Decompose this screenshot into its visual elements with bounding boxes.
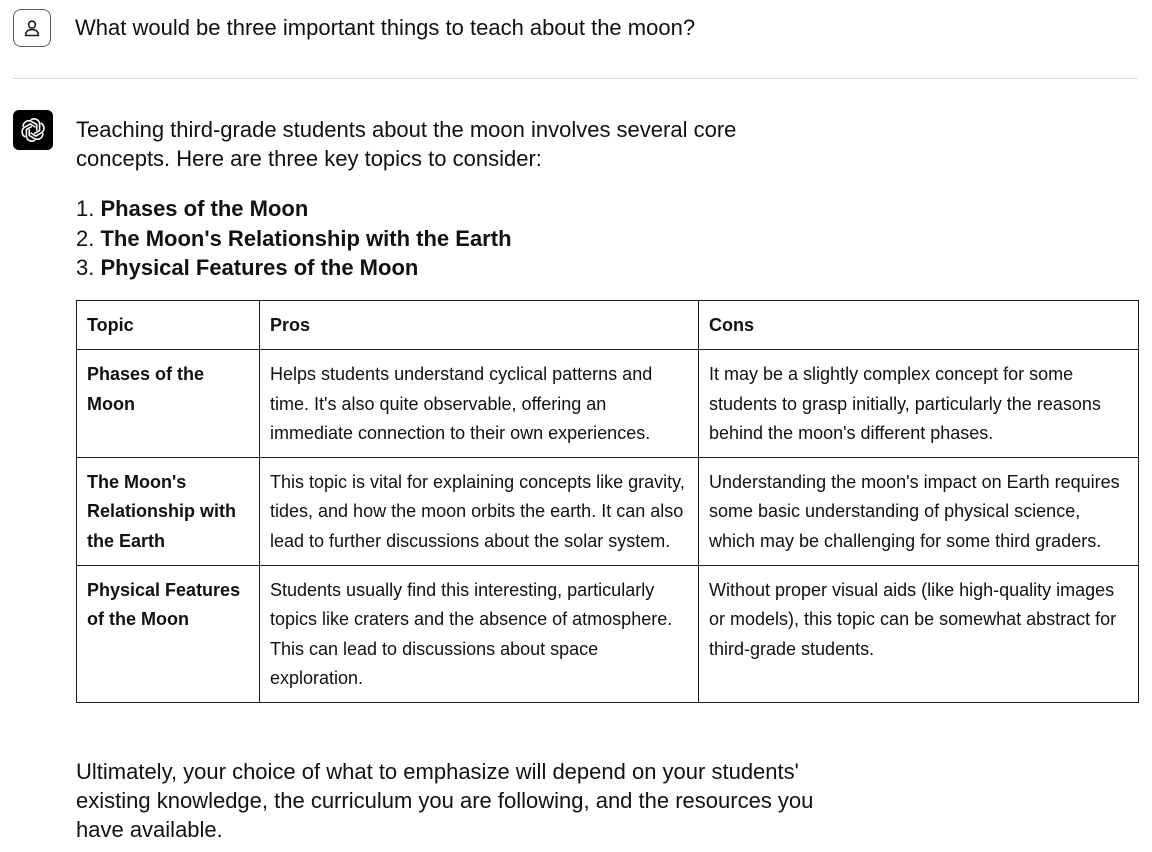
table-row bbox=[77, 458, 1139, 566]
list-item-title: Phases of the Moon bbox=[100, 196, 309, 221]
table-cell-topic: The Moon's Relationship with the Earth bbox=[77, 458, 260, 566]
table-cell-cons: Without proper visual aids (like high-quality images or models), this topic can be somewhat abstract for third-grade students. bbox=[699, 566, 1139, 703]
column-header-cons: Cons bbox=[699, 301, 1139, 350]
table-cell-topic: Phases of the Moon bbox=[77, 350, 260, 458]
user-icon bbox=[23, 19, 41, 37]
table-cell-cons: Understanding the moon's impact on Earth requires some basic understanding of physical science, which may be challenging for some third graders. bbox=[699, 458, 1139, 566]
list-item bbox=[76, 224, 1138, 254]
assistant-outro-text: Ultimately, your choice of what to emphasize will depend on your students' existing knowledge, the curriculum you are following, and the resources you have available. bbox=[76, 759, 814, 842]
list-item-title: Physical Features of the Moon bbox=[100, 255, 419, 280]
table-cell-cons: It may be a slightly complex concept for some students to grasp initially, particularly the reasons behind the moon's different phases. bbox=[699, 350, 1139, 458]
list-item bbox=[76, 253, 1138, 283]
table-cell-pros: Students usually find this interesting, particularly topics like craters and the absence of atmosphere. This can lead to discussions about space exploration. bbox=[260, 566, 699, 703]
list-item-number: 3. bbox=[76, 255, 95, 280]
chatgpt-logo-icon bbox=[20, 117, 46, 143]
pros-cons-table bbox=[76, 300, 1139, 703]
table-row bbox=[77, 566, 1139, 703]
table-cell-pros: Helps students understand cyclical patterns and time. It's also quite observable, offering an immediate connection to their own experiences. bbox=[260, 350, 699, 458]
table-cell-topic: Physical Features of the Moon bbox=[77, 566, 260, 703]
user-message bbox=[13, 8, 1138, 48]
topic-list bbox=[76, 194, 1138, 283]
column-header-pros: Pros bbox=[260, 301, 699, 350]
assistant-avatar bbox=[13, 110, 53, 150]
list-item-number: 1. bbox=[76, 196, 95, 221]
message-divider bbox=[13, 78, 1138, 79]
table-row bbox=[77, 350, 1139, 458]
user-avatar bbox=[13, 9, 51, 47]
user-message-text: What would be three important things to teach about the moon? bbox=[75, 15, 696, 40]
list-item bbox=[76, 194, 1138, 224]
assistant-intro-text: Teaching third-grade students about the moon involves several core concepts. Here are three key topics to consider: bbox=[76, 117, 737, 171]
column-header-topic: Topic bbox=[77, 301, 260, 350]
list-item-number: 2. bbox=[76, 225, 95, 251]
table-cell-pros: This topic is vital for explaining concepts like gravity, tides, and how the moon orbits the earth. It can also lead to further discussions about the solar system. bbox=[260, 458, 699, 566]
list-item-title: The Moon's Relationship with the Earth bbox=[100, 225, 512, 251]
assistant-message bbox=[76, 115, 1138, 842]
table-header-row bbox=[77, 301, 1139, 350]
